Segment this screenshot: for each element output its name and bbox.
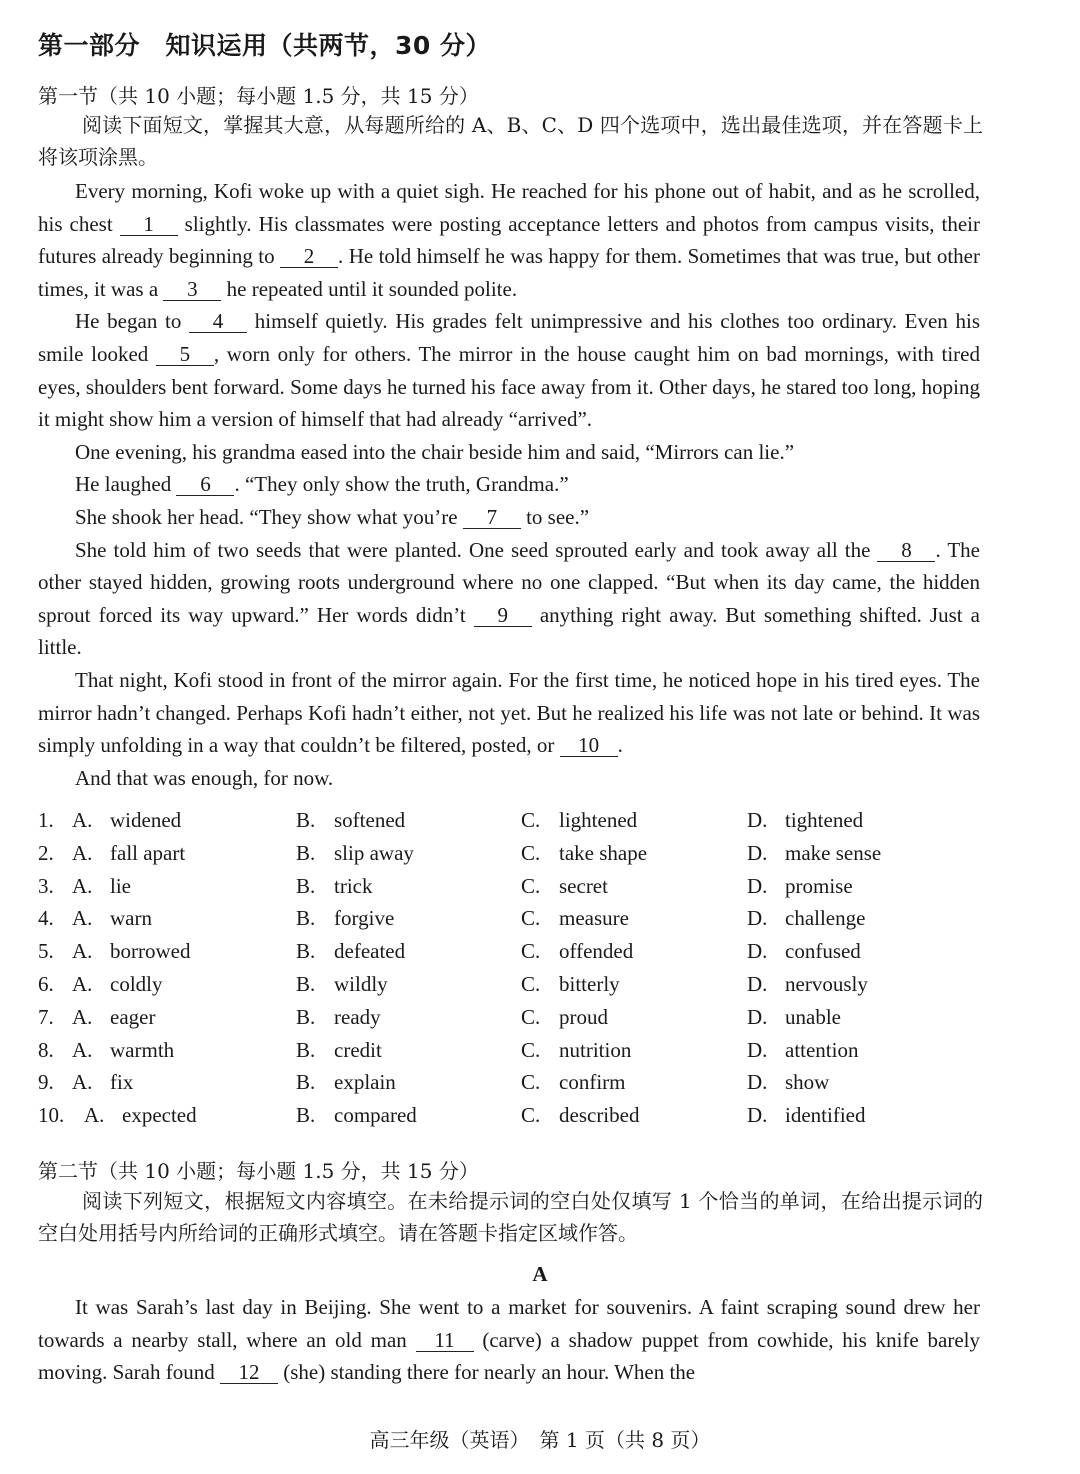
option-label: D. xyxy=(747,939,768,964)
option-label: A. xyxy=(72,971,93,996)
option-c[interactable] xyxy=(521,874,608,899)
option-text: tightened xyxy=(785,808,864,832)
passage-text: he repeated until it sounded polite. xyxy=(221,276,518,301)
option-label: A. xyxy=(72,939,93,964)
option-text: nutrition xyxy=(559,1037,632,1062)
passage-text: He began to xyxy=(75,309,190,334)
option-text: eager xyxy=(110,1004,156,1029)
cloze-passage xyxy=(38,175,980,794)
passage-text: And that was enough, for now. xyxy=(75,765,334,790)
answer-blank[interactable]: 12 xyxy=(220,1361,278,1384)
option-b[interactable] xyxy=(296,972,388,997)
option-text: fix xyxy=(110,1070,134,1095)
option-text: expected xyxy=(122,1103,197,1128)
option-a[interactable] xyxy=(72,906,152,931)
question-number: 10. xyxy=(38,1103,65,1128)
option-text: wildly xyxy=(334,971,388,996)
options-table xyxy=(38,808,1038,1136)
passage-text: She shook her head. “They show what you’re xyxy=(75,504,463,529)
option-b[interactable] xyxy=(296,874,372,899)
option-label: A. xyxy=(72,873,93,898)
option-label: D. xyxy=(747,1004,768,1029)
option-text: slip away xyxy=(334,840,414,865)
option-text: attention xyxy=(785,1037,859,1062)
option-d[interactable] xyxy=(747,1005,841,1030)
answer-blank[interactable]: 9 xyxy=(474,604,532,627)
option-d[interactable] xyxy=(747,841,881,866)
option-a[interactable] xyxy=(72,874,131,899)
option-text: promise xyxy=(785,873,853,898)
option-label: C. xyxy=(521,808,541,832)
answer-blank[interactable]: 8 xyxy=(877,539,935,562)
option-c[interactable] xyxy=(521,841,647,866)
option-c[interactable] xyxy=(521,1103,639,1128)
option-label: B. xyxy=(296,1037,316,1062)
option-d[interactable] xyxy=(747,939,861,964)
option-d[interactable] xyxy=(747,1038,858,1063)
option-text: show xyxy=(785,1070,830,1095)
option-b[interactable] xyxy=(296,939,405,964)
passage-text: (carve) a shadow puppet from cowhide, his knife barely moving. Sarah found xyxy=(38,1327,980,1385)
question-number: 3. xyxy=(38,873,54,898)
option-label: B. xyxy=(296,1070,316,1095)
question-row xyxy=(38,1005,1038,1038)
option-b[interactable] xyxy=(296,1070,396,1095)
option-text: explain xyxy=(334,1070,396,1095)
option-text: offended xyxy=(559,939,634,964)
answer-blank[interactable]: 6 xyxy=(176,473,234,496)
passage-text: Every morning, Kofi woke up with a quiet sigh. He reached for his phone out of habit, and as he scrolled, his chest xyxy=(38,179,980,236)
option-text: fall apart xyxy=(110,840,186,865)
option-label: C. xyxy=(521,906,541,931)
option-label: A. xyxy=(72,840,93,865)
option-b[interactable] xyxy=(296,1005,381,1030)
option-d[interactable] xyxy=(747,808,863,833)
option-text: secret xyxy=(559,873,608,898)
option-text: confirm xyxy=(559,1070,626,1095)
option-text: warmth xyxy=(110,1037,175,1062)
question-row xyxy=(38,939,1038,972)
option-label: A. xyxy=(84,1103,105,1128)
passage-text: . The other stayed hidden, growing roots underground where no one clapped. “But when its day came, the hidden sprout forced its way upward.” Her words didn’t xyxy=(38,537,980,627)
passage-text: . He told himself he was happy for them. Sometimes that was true, but other times, it was a xyxy=(38,244,980,301)
passage-text: (she) standing there for nearly an hour. When the xyxy=(277,1360,696,1385)
option-b[interactable] xyxy=(296,1038,382,1063)
option-label: B. xyxy=(296,906,316,931)
passage-text: slightly. His classmates were posting acceptance letters and photos from campus visits, their futures already beginning to xyxy=(38,211,980,269)
answer-blank[interactable]: 1 xyxy=(120,213,178,236)
question-number: 8. xyxy=(38,1037,54,1062)
question-number: 4. xyxy=(38,906,54,931)
passage-text: himself quietly. His grades felt unimpressive and his clothes too ordinary. Even his smile looked xyxy=(38,309,980,366)
paragraph xyxy=(38,468,980,501)
option-label: A. xyxy=(72,1004,93,1029)
question-number: 5. xyxy=(38,939,54,964)
option-label: B. xyxy=(296,1004,316,1029)
option-label: C. xyxy=(521,1004,541,1029)
option-text: challenge xyxy=(785,906,866,931)
option-label: B. xyxy=(296,1103,316,1128)
question-row xyxy=(38,906,1038,939)
option-label: B. xyxy=(296,873,316,898)
part-title: 第一部分 知识运用（共两节，30 分） xyxy=(38,31,491,60)
option-text: measure xyxy=(559,906,629,931)
option-label: C. xyxy=(521,1070,541,1095)
option-label: D. xyxy=(747,906,768,931)
answer-blank[interactable]: 4 xyxy=(189,310,247,333)
option-label: A. xyxy=(72,1070,93,1095)
passage-text: . “They only show the truth, Grandma.” xyxy=(234,472,569,497)
answer-blank[interactable]: 11 xyxy=(416,1329,474,1352)
option-c[interactable] xyxy=(521,1070,625,1095)
paragraph xyxy=(38,1291,980,1389)
passage-text: She told him of two seeds that were planted. One seed sprouted early and took away all the xyxy=(75,537,878,562)
option-label: D. xyxy=(747,873,768,898)
option-label: C. xyxy=(521,1103,541,1128)
option-label: A. xyxy=(72,1037,93,1062)
option-text: coldly xyxy=(110,971,163,996)
passage-text: to see.” xyxy=(520,504,590,529)
paragraph xyxy=(38,305,980,435)
passage-text: That night, Kofi stood in front of the mirror again. For the first time, he noticed hope in his tired eyes. The mirror hadn’t changed. Perhaps Kofi hadn’t either, not yet. But he realized his life was not late or behind. It was simply unfolding in a way that couldn’t be filtered, posted, or xyxy=(38,667,980,758)
answer-blank[interactable]: 2 xyxy=(280,245,338,268)
paragraph xyxy=(38,664,980,762)
option-text: ready xyxy=(334,1004,381,1029)
passage-text: He laughed xyxy=(75,472,177,497)
option-text: lie xyxy=(110,873,131,898)
question-number: 1. xyxy=(38,808,54,832)
option-text: widened xyxy=(110,808,182,832)
paragraph xyxy=(38,436,980,469)
option-a[interactable] xyxy=(72,841,185,866)
option-text: nervously xyxy=(785,971,868,996)
option-text: lightened xyxy=(559,808,638,832)
option-label: D. xyxy=(747,1037,768,1062)
option-d[interactable] xyxy=(747,906,865,931)
option-label: C. xyxy=(521,1037,541,1062)
option-text: compared xyxy=(334,1103,417,1128)
option-a[interactable] xyxy=(72,808,181,833)
option-text: forgive xyxy=(334,906,395,931)
option-text: credit xyxy=(334,1037,382,1062)
option-b[interactable] xyxy=(296,841,414,866)
option-d[interactable] xyxy=(747,874,853,899)
option-label: A. xyxy=(72,906,93,931)
option-label: B. xyxy=(296,971,316,996)
option-text: unable xyxy=(785,1004,841,1029)
question-number: 9. xyxy=(38,1070,54,1095)
option-label: C. xyxy=(521,873,541,898)
passage-text: One evening, his grandma eased into the chair beside him and said, “Mirrors can lie.” xyxy=(75,439,795,464)
paragraph xyxy=(38,501,980,534)
option-text: trick xyxy=(334,873,373,898)
option-a[interactable] xyxy=(84,1103,197,1128)
section1-instructions: 阅读下面短文，掌握其大意，从每题所给的 A、B、C、D 四个选项中，选出最佳选项，并在答题卡上将该项涂黑。 xyxy=(38,113,983,169)
option-text: confused xyxy=(785,939,861,964)
option-text: take shape xyxy=(559,840,648,865)
question-row xyxy=(38,1070,1038,1103)
option-label: C. xyxy=(521,971,541,996)
question-row xyxy=(38,972,1038,1005)
option-label: D. xyxy=(747,971,768,996)
option-a[interactable] xyxy=(72,939,190,964)
option-label: B. xyxy=(296,808,316,832)
option-text: described xyxy=(559,1103,640,1128)
option-a[interactable] xyxy=(72,1038,174,1063)
answer-blank[interactable]: 5 xyxy=(156,343,214,366)
option-text: identified xyxy=(785,1103,866,1128)
option-text: warn xyxy=(110,906,152,931)
option-text: proud xyxy=(559,1004,608,1029)
option-text: borrowed xyxy=(110,939,191,964)
option-label: D. xyxy=(747,1103,768,1128)
page-footer: 高三年级（英语） 第 1 页（共 8 页） xyxy=(369,1428,711,1452)
answer-blank[interactable]: 10 xyxy=(560,734,618,757)
option-text: bitterly xyxy=(559,971,620,996)
option-label: B. xyxy=(296,840,316,865)
passage-text: It was Sarah’s last day in Beijing. She went to a market for souvenirs. A faint scraping sound drew her towards a nearby stall, where an old man xyxy=(38,1295,980,1352)
option-b[interactable] xyxy=(296,906,394,931)
passage-text: , worn only for others. The mirror in the house caught him on bad mornings, with tired eyes, shoulders bent forward. Some days he turned his face away from it. Other days, he stared too long, hoping it might show him a version of himself that had already “arrived”. xyxy=(38,341,980,432)
option-label: D. xyxy=(747,1070,768,1095)
option-a[interactable] xyxy=(72,1070,133,1095)
paragraph xyxy=(38,175,980,305)
option-c[interactable] xyxy=(521,906,629,931)
fill-in-passage xyxy=(38,1291,980,1389)
option-a[interactable] xyxy=(72,1005,155,1030)
option-text: make sense xyxy=(785,840,882,865)
question-row xyxy=(38,1103,1038,1136)
option-a[interactable] xyxy=(72,972,163,997)
option-text: softened xyxy=(334,808,406,832)
option-b[interactable] xyxy=(296,1103,417,1128)
question-number: 6. xyxy=(38,971,54,996)
option-b[interactable] xyxy=(296,808,405,833)
question-number: 7. xyxy=(38,1004,54,1029)
answer-blank[interactable]: 7 xyxy=(463,506,521,529)
passage-text: anything right away. But something shifted. Just a little. xyxy=(38,602,980,660)
passage-text: . xyxy=(617,733,623,758)
question-row xyxy=(38,1038,1038,1071)
question-row xyxy=(38,808,1038,841)
option-label: C. xyxy=(521,939,541,964)
option-c[interactable] xyxy=(521,939,633,964)
option-c[interactable] xyxy=(521,1005,608,1030)
question-row xyxy=(38,874,1038,907)
section1-heading: 第一节（共 10 小题；每小题 1.5 分，共 15 分） xyxy=(38,84,479,108)
option-label: D. xyxy=(747,808,768,832)
option-d[interactable] xyxy=(747,1103,865,1128)
paragraph xyxy=(38,534,980,664)
option-label: D. xyxy=(747,840,768,865)
passage-label: A xyxy=(532,1262,548,1286)
question-number: 2. xyxy=(38,840,54,865)
option-label: C. xyxy=(521,840,541,865)
option-c[interactable] xyxy=(521,972,620,997)
question-row xyxy=(38,841,1038,874)
option-label: B. xyxy=(296,939,316,964)
option-d[interactable] xyxy=(747,1070,829,1095)
option-d[interactable] xyxy=(747,972,868,997)
answer-blank[interactable]: 3 xyxy=(163,278,221,301)
paragraph xyxy=(38,762,980,795)
option-c[interactable] xyxy=(521,808,637,833)
option-text: defeated xyxy=(334,939,406,964)
section2-heading: 第二节（共 10 小题；每小题 1.5 分，共 15 分） xyxy=(38,1159,479,1183)
option-label: A. xyxy=(72,808,93,832)
section2-instructions: 阅读下列短文，根据短文内容填空。在未给提示词的空白处仅填写 1 个恰当的单词，在给出提示词的空白处用括号内所给词的正确形式填空。请在答题卡指定区域作答。 xyxy=(38,1189,983,1245)
option-c[interactable] xyxy=(521,1038,631,1063)
